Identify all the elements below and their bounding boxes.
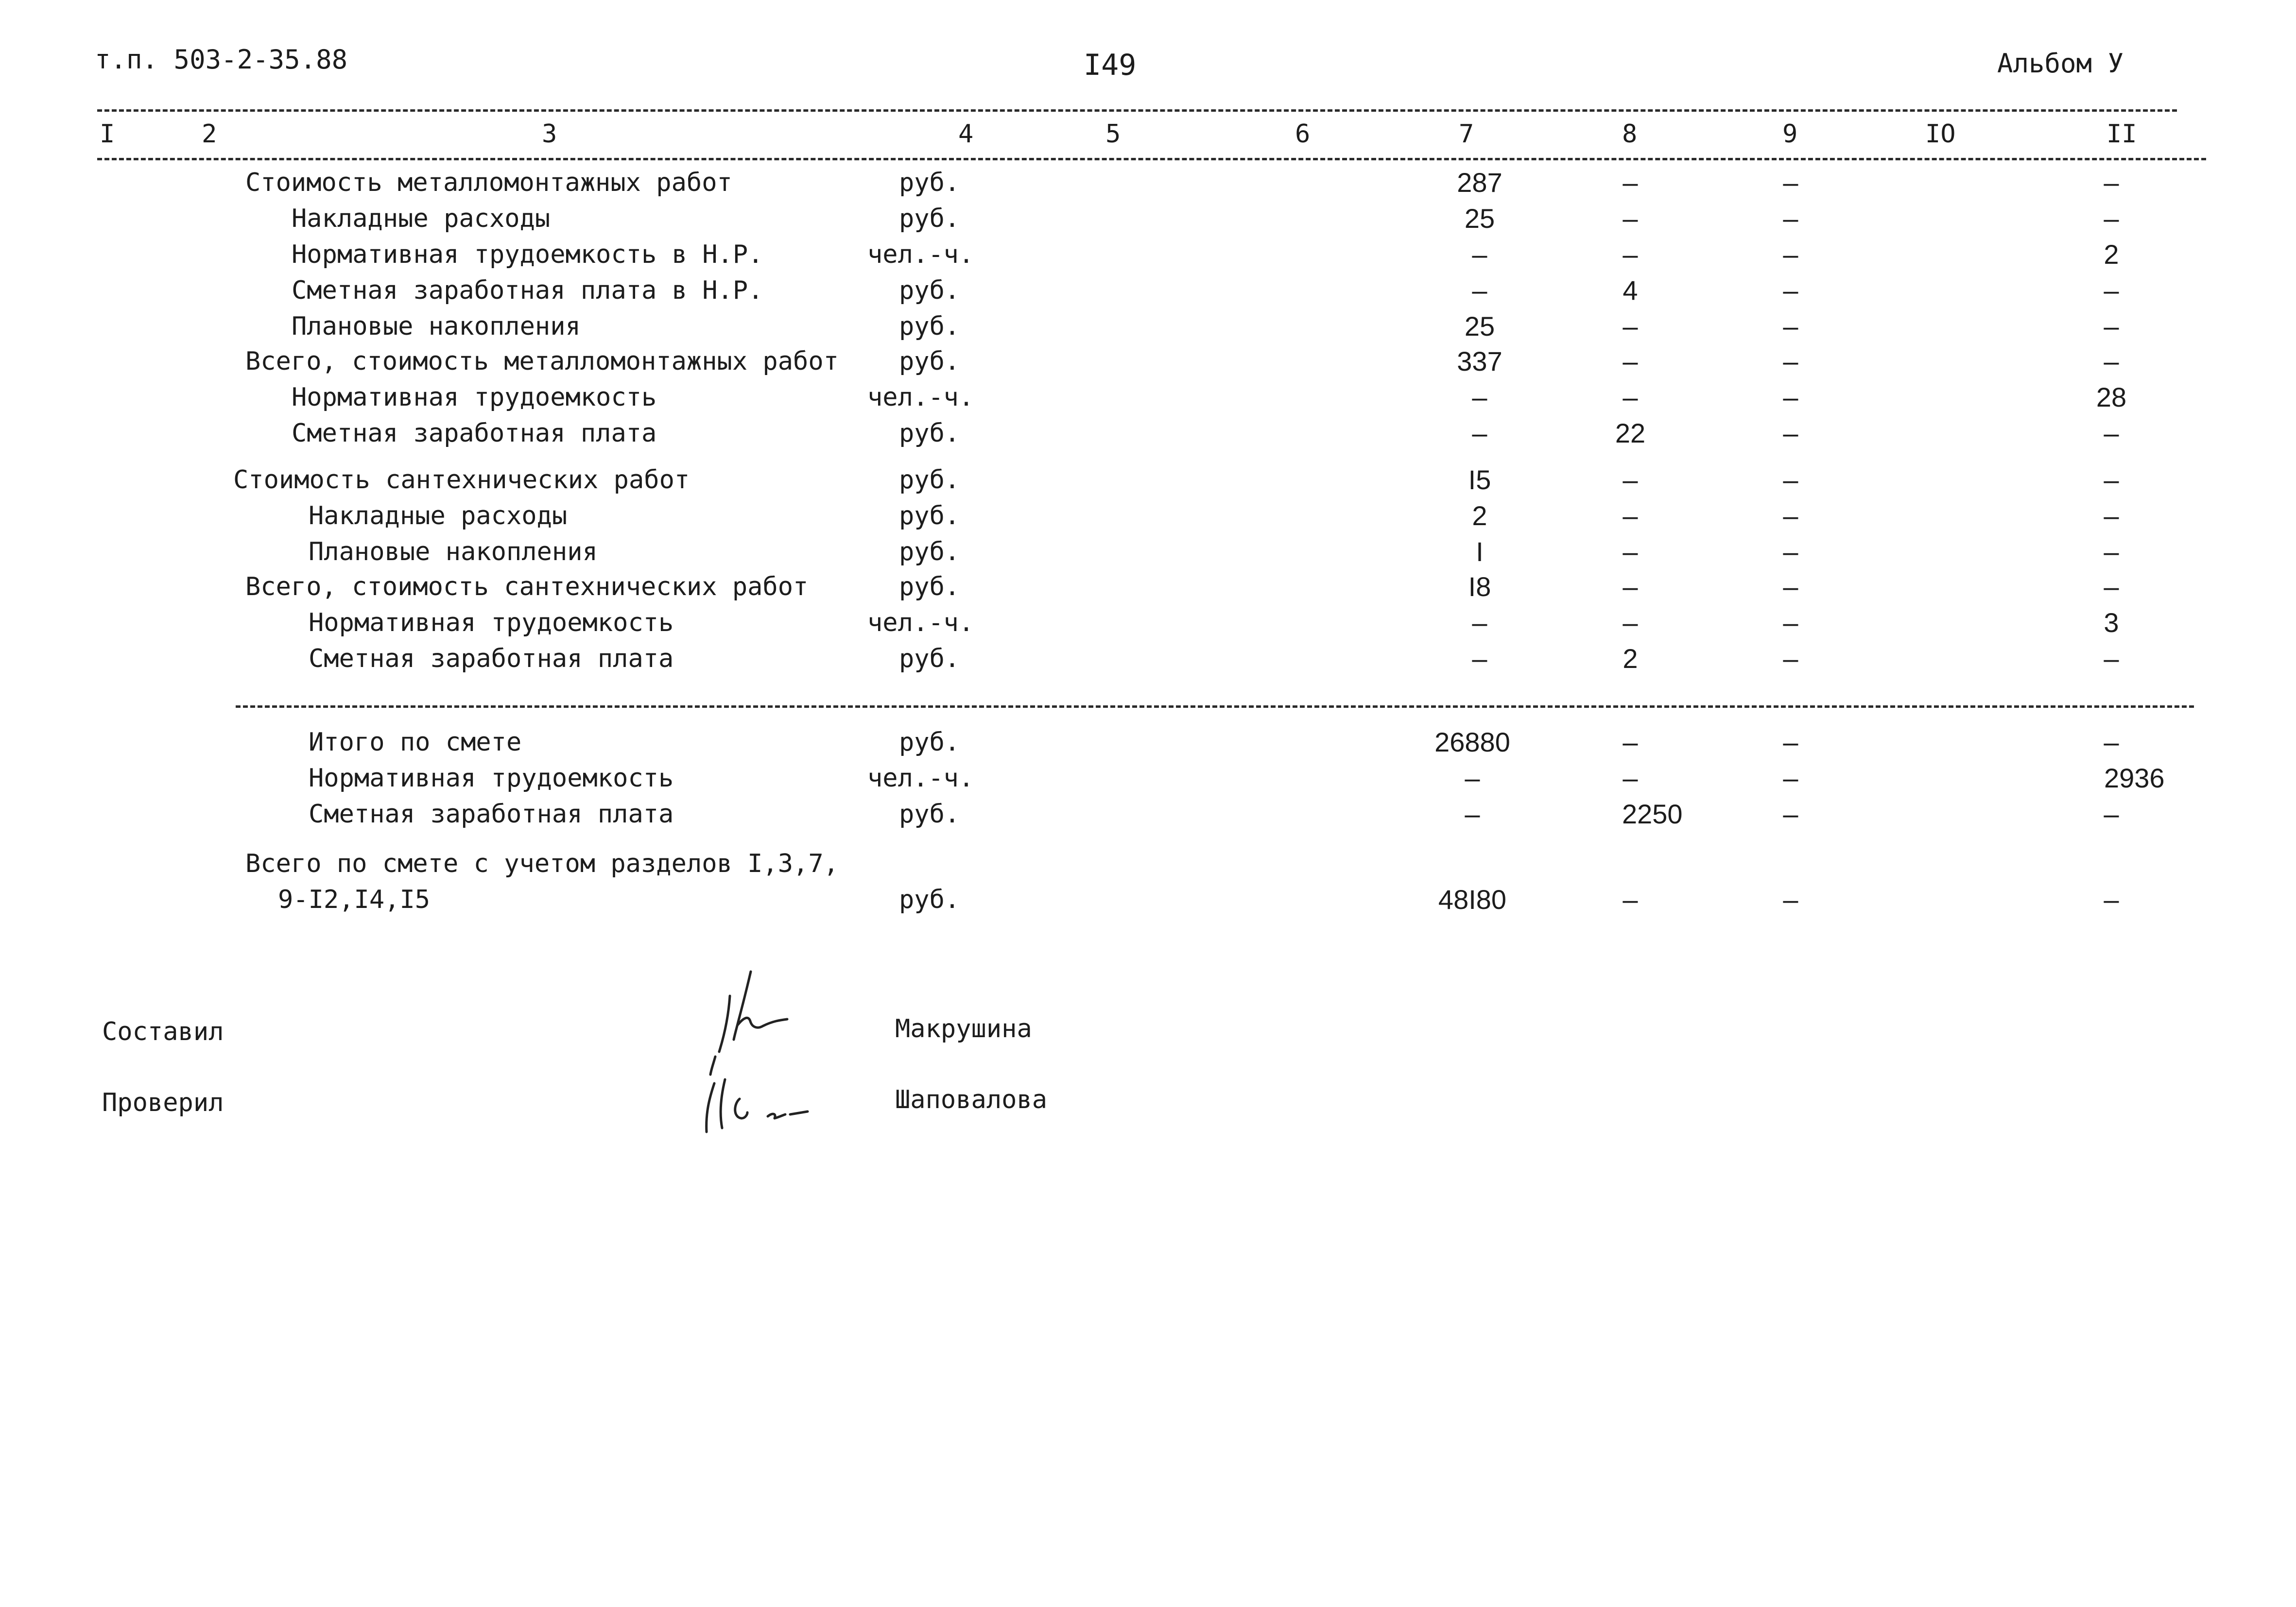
row-name: Сметная заработная плата: [292, 419, 657, 448]
total-unit: руб.: [899, 728, 960, 757]
row-col9: –: [1783, 418, 1798, 448]
row-col9: –: [1783, 346, 1798, 376]
compiler-name: Макрушина: [895, 1014, 1032, 1043]
total-unit: чел.-ч.: [867, 764, 974, 793]
column-number: 4: [958, 120, 974, 149]
total-col9: –: [1783, 727, 1798, 757]
row-name: Нормативная трудоемкость в Н.Р.: [292, 240, 763, 269]
row-col9: –: [1783, 311, 1798, 342]
row-unit: руб.: [899, 644, 960, 673]
page-number: I49: [1084, 48, 1137, 82]
row-name: Накладные расходы: [309, 501, 568, 530]
row-col7: I8: [1468, 571, 1491, 602]
row-col8: –: [1623, 203, 1638, 234]
column-number: IO: [1925, 120, 1956, 149]
row-col9: –: [1783, 571, 1798, 602]
grand-total-line2: 9-I2,I4,I5: [278, 885, 431, 914]
row-col8: 22: [1615, 418, 1646, 448]
row-unit: руб.: [899, 419, 960, 448]
row-col8: –: [1623, 571, 1638, 602]
row-col7: –: [1472, 643, 1487, 674]
row-col7: 337: [1457, 346, 1502, 376]
total-col8: 2250: [1622, 799, 1683, 829]
row-col7: I5: [1468, 464, 1491, 495]
total-col8: –: [1623, 763, 1638, 793]
row-name: Сметная заработная плата: [309, 644, 674, 673]
totals-separator-rule: [236, 705, 2194, 708]
total-col7: –: [1465, 799, 1480, 829]
row-col11: 2: [2104, 239, 2119, 270]
row-col7: 287: [1457, 167, 1502, 198]
total-name: Итого по смете: [309, 728, 522, 757]
column-number: II: [2106, 120, 2137, 149]
row-col8: –: [1623, 239, 1638, 270]
row-col8: –: [1623, 607, 1638, 638]
row-col7: I: [1476, 536, 1484, 567]
row-col8: –: [1623, 500, 1638, 531]
row-unit: руб.: [899, 465, 960, 495]
grand-total-unit: руб.: [899, 885, 960, 914]
row-col11: –: [2104, 167, 2119, 198]
album-label: Альбом У: [1997, 48, 2124, 79]
row-col8: 4: [1623, 275, 1638, 306]
document-code: т.п. 503-2-35.88: [95, 44, 348, 75]
row-name: Стоимость металломонтажных работ: [245, 168, 732, 197]
row-unit: чел.-ч.: [867, 383, 974, 412]
row-col11: –: [2104, 500, 2119, 531]
row-col9: –: [1783, 203, 1798, 234]
handwritten-signature-checker: [695, 1074, 821, 1142]
row-col7: 25: [1464, 311, 1495, 342]
checked-by-label: Проверил: [102, 1088, 224, 1117]
total-name: Сметная заработная плата: [309, 800, 674, 829]
column-number: 6: [1295, 120, 1311, 149]
row-col7: –: [1472, 382, 1487, 412]
row-col11: –: [2104, 275, 2119, 306]
row-col8: –: [1623, 311, 1638, 342]
row-col9: –: [1783, 643, 1798, 674]
row-col11: –: [2104, 571, 2119, 602]
total-col11: –: [2104, 727, 2119, 757]
row-col9: –: [1783, 536, 1798, 567]
row-name: Плановые накопления: [309, 537, 598, 566]
row-col7: 25: [1464, 203, 1495, 234]
row-col11: –: [2104, 203, 2119, 234]
row-col11: –: [2104, 536, 2119, 567]
row-unit: руб.: [899, 312, 960, 341]
row-col9: –: [1783, 167, 1798, 198]
row-unit: руб.: [899, 276, 960, 305]
row-col9: –: [1783, 275, 1798, 306]
row-unit: руб.: [899, 204, 960, 233]
column-number: 3: [542, 120, 557, 149]
row-col9: –: [1783, 607, 1798, 638]
column-number: I: [100, 120, 115, 149]
row-col11: 3: [2104, 607, 2119, 638]
total-unit: руб.: [899, 800, 960, 829]
column-number: 9: [1782, 120, 1798, 149]
row-col8: 2: [1623, 643, 1638, 674]
row-unit: руб.: [899, 347, 960, 376]
row-name: Нормативная трудоемкость: [309, 608, 674, 637]
grand-total-col11: –: [2104, 884, 2119, 915]
checker-name: Шаповалова: [895, 1085, 1048, 1114]
row-name: Всего, стоимость сантехнических работ: [245, 572, 809, 601]
row-col7: –: [1472, 275, 1487, 306]
row-col11: –: [2104, 418, 2119, 448]
row-unit: руб.: [899, 501, 960, 530]
header-bottom-rule: [97, 158, 2206, 160]
column-number: 2: [202, 120, 217, 149]
total-name: Нормативная трудоемкость: [309, 764, 674, 793]
row-col9: –: [1783, 382, 1798, 412]
row-col8: –: [1623, 382, 1638, 412]
row-col9: –: [1783, 239, 1798, 270]
row-name: Плановые накопления: [292, 312, 581, 341]
column-number: 8: [1622, 120, 1638, 149]
row-col7: –: [1472, 418, 1487, 448]
grand-total-col7: 48I80: [1438, 884, 1507, 915]
row-name: Накладные расходы: [292, 204, 551, 233]
total-col7: –: [1465, 763, 1480, 793]
row-name: Сметная заработная плата в Н.Р.: [292, 276, 763, 305]
row-unit: чел.-ч.: [867, 608, 974, 637]
row-name: Стоимость сантехнических работ: [233, 465, 690, 495]
row-unit: руб.: [899, 537, 960, 566]
total-col11: 2936: [2104, 763, 2165, 793]
total-col8: –: [1623, 727, 1638, 757]
row-col8: –: [1623, 536, 1638, 567]
total-col11: –: [2104, 799, 2119, 829]
row-col11: –: [2104, 311, 2119, 342]
column-number: 7: [1459, 120, 1474, 149]
row-col9: –: [1783, 464, 1798, 495]
header-top-rule: [97, 109, 2177, 112]
total-col9: –: [1783, 763, 1798, 793]
row-col7: –: [1472, 239, 1487, 270]
row-col8: –: [1623, 346, 1638, 376]
row-unit: чел.-ч.: [867, 240, 974, 269]
row-name: Нормативная трудоемкость: [292, 383, 657, 412]
grand-total-col9: –: [1783, 884, 1798, 915]
compiled-by-label: Составил: [102, 1017, 224, 1046]
row-col8: –: [1623, 464, 1638, 495]
column-number: 5: [1105, 120, 1121, 149]
row-col8: –: [1623, 167, 1638, 198]
row-col11: 28: [2096, 382, 2127, 412]
row-col11: –: [2104, 643, 2119, 674]
row-unit: руб.: [899, 572, 960, 601]
row-unit: руб.: [899, 168, 960, 197]
total-col7: 26880: [1434, 727, 1510, 757]
handwritten-signature-compiler: [690, 967, 816, 1078]
total-col9: –: [1783, 799, 1798, 829]
row-name: Всего, стоимость металломонтажных работ: [245, 347, 839, 376]
row-col7: –: [1472, 607, 1487, 638]
grand-total-col8: –: [1623, 884, 1638, 915]
row-col7: 2: [1472, 500, 1487, 531]
grand-total-line1: Всего по смете с учетом разделов I,3,7,: [245, 849, 839, 878]
row-col9: –: [1783, 500, 1798, 531]
row-col11: –: [2104, 346, 2119, 376]
row-col11: –: [2104, 464, 2119, 495]
